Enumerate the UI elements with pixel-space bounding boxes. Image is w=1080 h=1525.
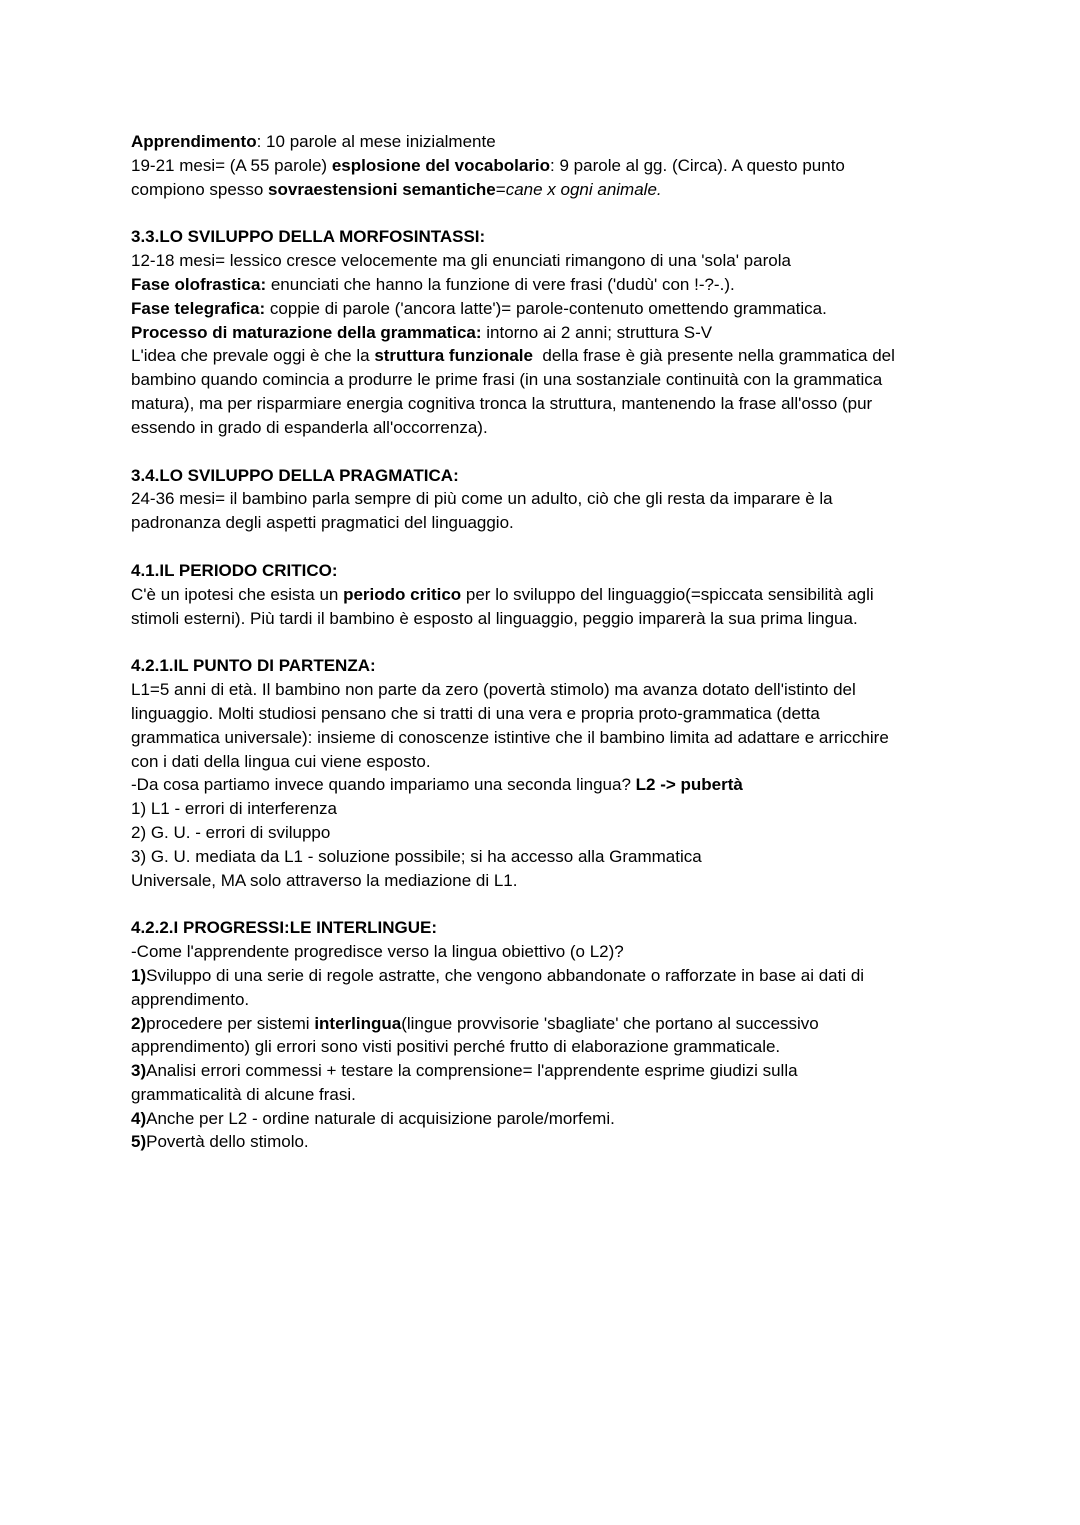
intro-line-3: compiono spesso sovraestensioni semantiche=cane x ogni animale. [131, 179, 662, 199]
list-item: 1) L1 - errori di interferenza [131, 799, 337, 819]
section-pragmatica [131, 464, 961, 535]
section-periodo-critico [131, 559, 961, 630]
section-heading: 4.1.IL PERIODO CRITICO: [131, 560, 338, 580]
intro-paragraph [131, 130, 961, 201]
text-line: Fase olofrastica: enunciati che hanno la funzione di vere frasi ('dudù' con !-?-.). [131, 274, 735, 294]
list-item: 5)Povertà dello stimolo. [131, 1132, 309, 1152]
section-punto-partenza [131, 654, 961, 892]
section-heading: 3.3.LO SVILUPPO DELLA MORFOSINTASSI: [131, 227, 486, 247]
text-line: L1=5 anni di età. Il bambino non parte da zero (povertà stimolo) ma avanza dotato dell'istinto del [131, 680, 856, 700]
document-page [131, 130, 961, 1154]
section-morfosintassi [131, 225, 961, 439]
text-line: L'idea che prevale oggi è che la struttura funzionale della frase è già presente nella grammatica del [131, 346, 895, 366]
list-item: 3) G. U. mediata da L1 - soluzione possibile; si ha accesso alla Grammatica [131, 846, 702, 866]
text-line: Processo di maturazione della grammatica: intorno ai 2 anni; struttura S-V [131, 322, 713, 342]
text-line: 12-18 mesi= lessico cresce velocemente ma gli enunciati rimangono di una 'sola' parola [131, 251, 791, 271]
text-line: 24-36 mesi= il bambino parla sempre di più come un adulto, ciò che gli resta da imparare è la [131, 489, 833, 509]
text-line: grammatica universale): insieme di conoscenze istintive che il bambino limita ad adattare e arricchire [131, 727, 889, 747]
text-line: stimoli esterni). Più tardi il bambino è esposto al linguaggio, peggio imparerà la sua prima lingua. [131, 608, 858, 628]
list-item: 2)procedere per sistemi interlingua(lingue provvisorie 'sbagliate' che portano al successivo [131, 1013, 819, 1033]
section-heading: 4.2.1.IL PUNTO DI PARTENZA: [131, 656, 376, 676]
text-line: apprendimento. [131, 989, 250, 1009]
term-esplosione-vocabolario: esplosione del vocabolario [331, 155, 551, 175]
example-text: cane x ogni animale. [505, 179, 662, 199]
text-line: C'è un ipotesi che esista un periodo critico per lo sviluppo del linguaggio(=spiccata sensibilità agli [131, 584, 874, 604]
text-line: bambino quando comincia a produrre le prime frasi (in una sostanziale continuità con la grammatica [131, 370, 883, 390]
list-item: 2) G. U. - errori di sviluppo [131, 822, 331, 842]
text-line: apprendimento) gli errori sono visti positivi perché frutto di elaborazione grammaticale. [131, 1037, 781, 1057]
text-line: matura), ma per risparmiare energia cognitiva tronca la struttura, mantenendo la frase all'osso (pur [131, 393, 873, 413]
term-apprendimento: Apprendimento [131, 132, 257, 151]
text-line: padronanza degli aspetti pragmatici del linguaggio. [131, 513, 514, 533]
text-line: -Come l'apprendente progredisce verso la lingua obiettivo (o L2)? [131, 942, 624, 962]
list-item: 4)Anche per L2 - ordine naturale di acquisizione parole/morfemi. [131, 1108, 615, 1128]
text-line: grammaticalità di alcune frasi. [131, 1084, 356, 1104]
intro-line-1: Apprendimento: 10 parole al mese inizialmente [131, 132, 496, 151]
text-line: essendo in grado di espanderla all'occorrenza). [131, 417, 488, 437]
text-line: con i dati della lingua cui viene esposto. [131, 751, 431, 771]
text-line: Universale, MA solo attraverso la mediazione di L1. [131, 870, 518, 890]
section-interlingue [131, 916, 961, 1154]
list-item: 3)Analisi errori commessi + testare la comprensione= l'apprendente esprime giudizi sulla [131, 1061, 798, 1081]
section-heading: 4.2.2.I PROGRESSI:LE INTERLINGUE: [131, 918, 438, 938]
list-item: 1)Sviluppo di una serie di regole astratte, che vengono abbandonate o rafforzate in base ai dati di [131, 965, 865, 985]
intro-line-2: 19-21 mesi= (A 55 parole) esplosione del vocabolario: 9 parole al gg. (Circa). A questo punto [131, 155, 845, 175]
text-line: linguaggio. Molti studiosi pensano che si tratti di una vera e propria proto-grammatica (detta [131, 703, 820, 723]
text-line: -Da cosa partiamo invece quando impariamo una seconda lingua? L2 -> pubertà [131, 775, 743, 795]
term-sovraestensioni: sovraestensioni semantiche [268, 179, 496, 199]
text-line: Fase telegrafica: coppie di parole ('ancora latte')= parole-contenuto omettendo grammatica. [131, 298, 827, 318]
section-heading: 3.4.LO SVILUPPO DELLA PRAGMATICA: [131, 465, 459, 485]
